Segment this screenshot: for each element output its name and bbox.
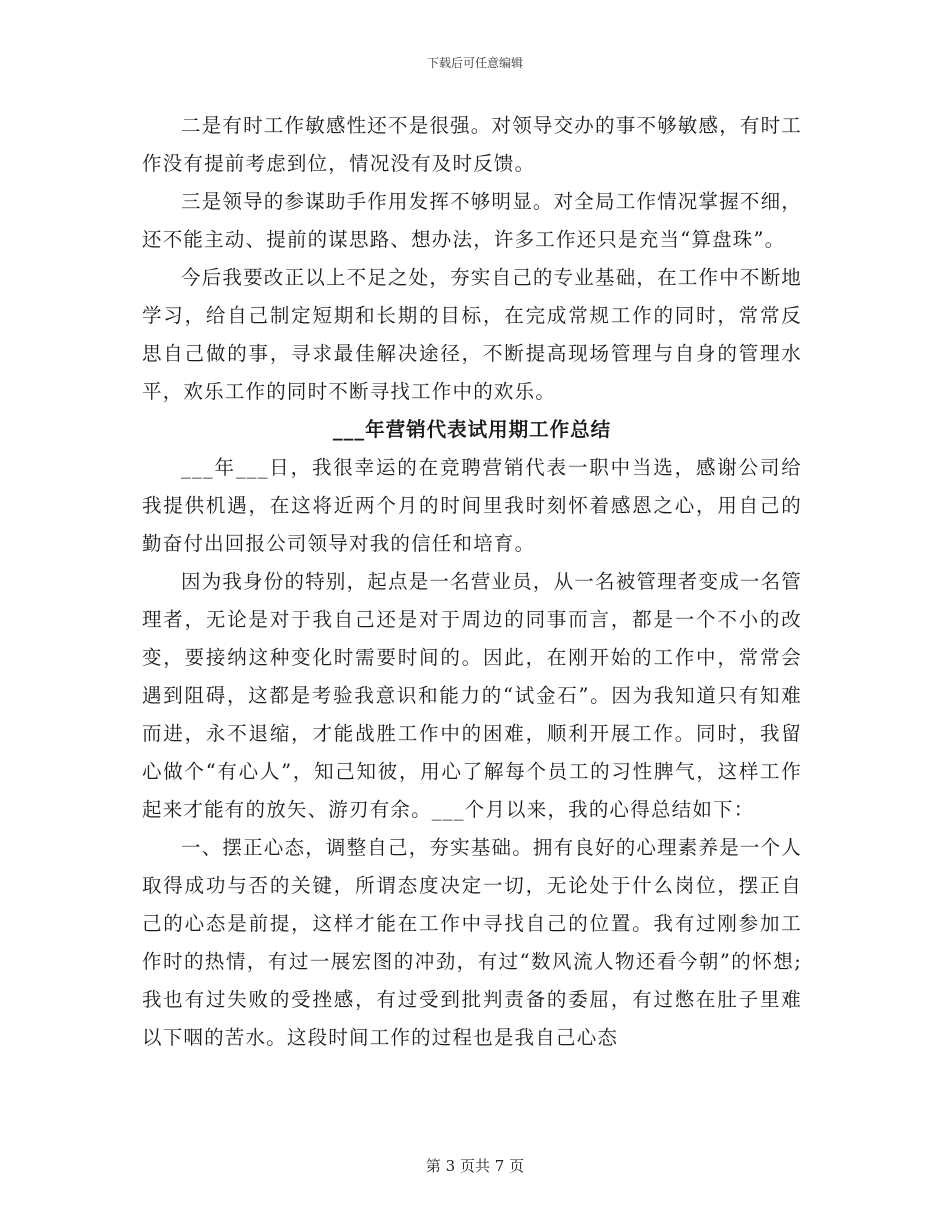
paragraph-improvement-plan: 今后我要改正以上不足之处，夯实自己的专业基础，在工作中不断地学习，给自己制定短期和长期的目标，在完成常规工作的同时，常常反思自己做的事，寻求最佳解决途径，不断提高现场管理与自身的管理水平，欢乐工作的同时不断寻找工作中的欢乐。	[142, 266, 803, 403]
paragraph-role-change: 因为我身份的特别，起点是一名营业员，从一名被管理者变成一名管理者，无论是对于我自己还是对于周边的同事而言，都是一个不小的改变，要接纳这种变化时需要时间的。因此，在刚开始的工作中，常常会遇到阻碍，这都是考验我意识和能力的“试金石”。因为我知道只有知难而进，永不退缩，才能战胜工作中的困难，顺利开展工作。同时，我留心做个“有心人”，知己知彼，用心了解每个员工的习性脾气，这样工作起来才能有的放矢、游刃有余。___个月以来，我的心得总结如下：	[142, 570, 803, 821]
paragraph-issue-two: 二是有时工作敏感性还不是很强。对领导交办的事不够敏感，有时工作没有提前考虑到位，情况没有及时反馈。	[142, 114, 803, 175]
section-title: ___年营销代表试用期工作总结	[332, 418, 612, 441]
document-body	[142, 107, 802, 1057]
page-header: 下载后可任意编辑	[426, 56, 523, 70]
paragraph-point-one: 一、摆正心态，调整自己，夯实基础。拥有良好的心理素养是一个人取得成功与否的关键，所谓态度决定一切，无论处于什么岗位，摆正自己的心态是前提，这样才能在工作中寻找自己的位置。我有过刚参加工作时的热情，有过一展宏图的冲劲，有过“数风流人物还看今朝”的怀想;我也有过失败的受挫感，有过受到批判责备的委屈，有过憋在肚子里难以下咽的苦水。这段时间工作的过程也是我自己心态	[142, 836, 803, 1049]
paragraph-issue-three: 三是领导的参谋助手作用发挥不够明显。对全局工作情况掌握不细，还不能主动、提前的谋思路、想办法，许多工作还只是充当“算盘珠”。	[142, 190, 803, 251]
paragraph-intro: ___年___日，我很幸运的在竞聘营销代表一职中当选，感谢公司给我提供机遇，在这将近两个月的时间里我时刻怀着感恩之心，用自己的勤奋付出回报公司领导对我的信任和培育。	[142, 456, 802, 555]
page-number: 第 3 页共 7 页	[425, 1157, 525, 1175]
